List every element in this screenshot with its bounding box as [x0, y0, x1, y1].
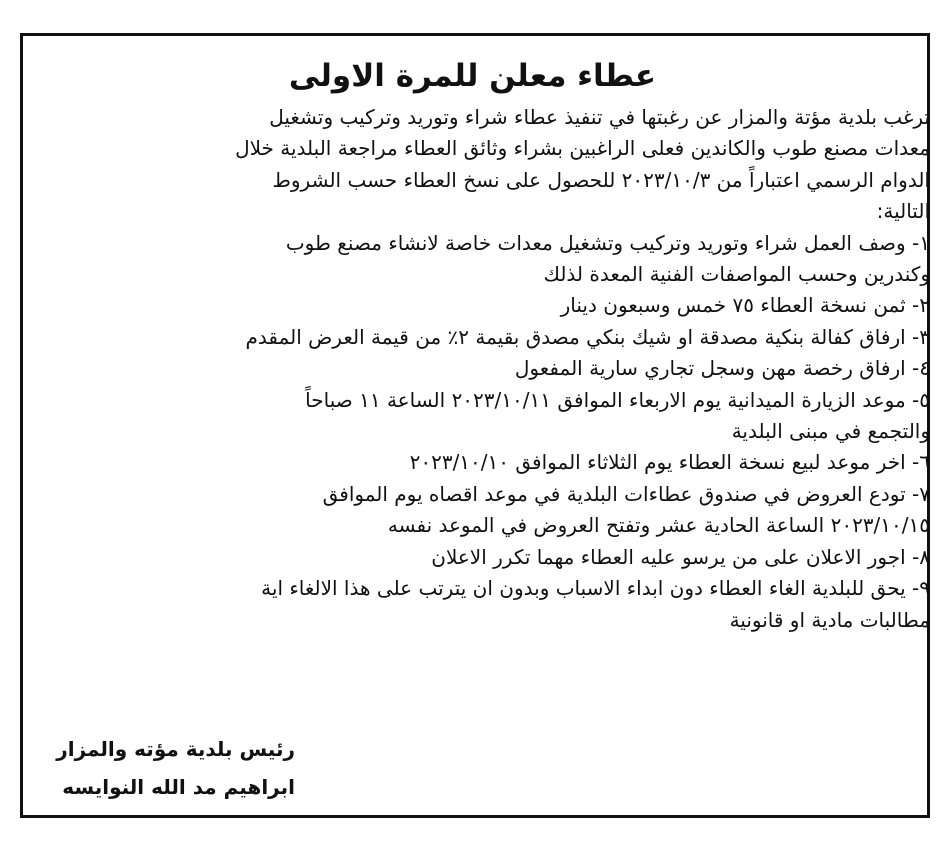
- signature-block: [35, 730, 295, 806]
- ad-body: [34, 102, 930, 636]
- body-line: ترغب بلدية مؤتة والمزار عن رغبتها في تنفيذ عطاء شراء وتوريد وتركيب وتشغيل: [269, 105, 930, 129]
- condition-2: ٢- ثمن نسخة العطاء ٧٥ خمس وسبعون دينار: [560, 293, 930, 318]
- signature-position: رئيس بلدية مؤته والمزار: [56, 737, 295, 761]
- condition-1-continued: وكندرين وحسب المواصفات الفنية المعدة لذلك: [543, 262, 930, 287]
- condition-8: ٨- اجور الاعلان على من يرسو عليه العطاء مهما تكرر الاعلان: [431, 544, 930, 569]
- condition-7-continued: ٢٠٢٣/١٠/١٥ الساعة الحادية عشر وتفتح العروض في الموعد نفسه: [387, 513, 930, 538]
- body-line: التالية:: [876, 199, 930, 224]
- body-line: الدوام الرسمي اعتباراً من ٢٠٢٣/١٠/٣ للحصول على نسخ العطاء حسب الشروط: [272, 167, 930, 192]
- condition-5-continued: والتجمع في مبنى البلدية: [731, 419, 930, 444]
- condition-9-continued: مطالبات مادية او قانونية: [729, 607, 930, 632]
- condition-1: ١- وصف العمل شراء وتوريد وتركيب وتشغيل معدات خاصة لانشاء مصنع طوب: [285, 230, 930, 255]
- condition-4: ٤- ارفاق رخصة مهن وسجل تجاري سارية المفعول: [514, 356, 930, 381]
- body-line: معدات مصنع طوب والكاندين فعلى الراغبين بشراء وثائق العطاء مراجعة البلدية خلال: [235, 136, 930, 161]
- condition-6: ٦- اخر موعد لبيع نسخة العطاء يوم الثلاثاء الموافق ٢٠٢٣/١٠/١٠: [409, 450, 930, 475]
- condition-5: ٥- موعد الزيارة الميدانية يوم الاربعاء الموافق ٢٠٢٣/١٠/١١ الساعة ١١ صباحاً: [305, 387, 930, 412]
- condition-3: ٣- ارفاق كفالة بنكية مصدقة او شيك بنكي مصدق بقيمة ٢٪ من قيمة العرض المقدم: [245, 324, 930, 349]
- condition-9: ٩- يحق للبلدية الغاء العطاء دون ابداء الاسباب وبدون ان يترتب على هذا الالغاء اية: [261, 576, 930, 601]
- signature-name: ابراهيم مد الله النوايسه: [62, 775, 295, 799]
- condition-7: ٧- تودع العروض في صندوق عطاءات البلدية في موعد اقصاه يوم الموافق: [322, 481, 930, 506]
- ad-title: عطاء معلن للمرة الاولى: [288, 58, 657, 94]
